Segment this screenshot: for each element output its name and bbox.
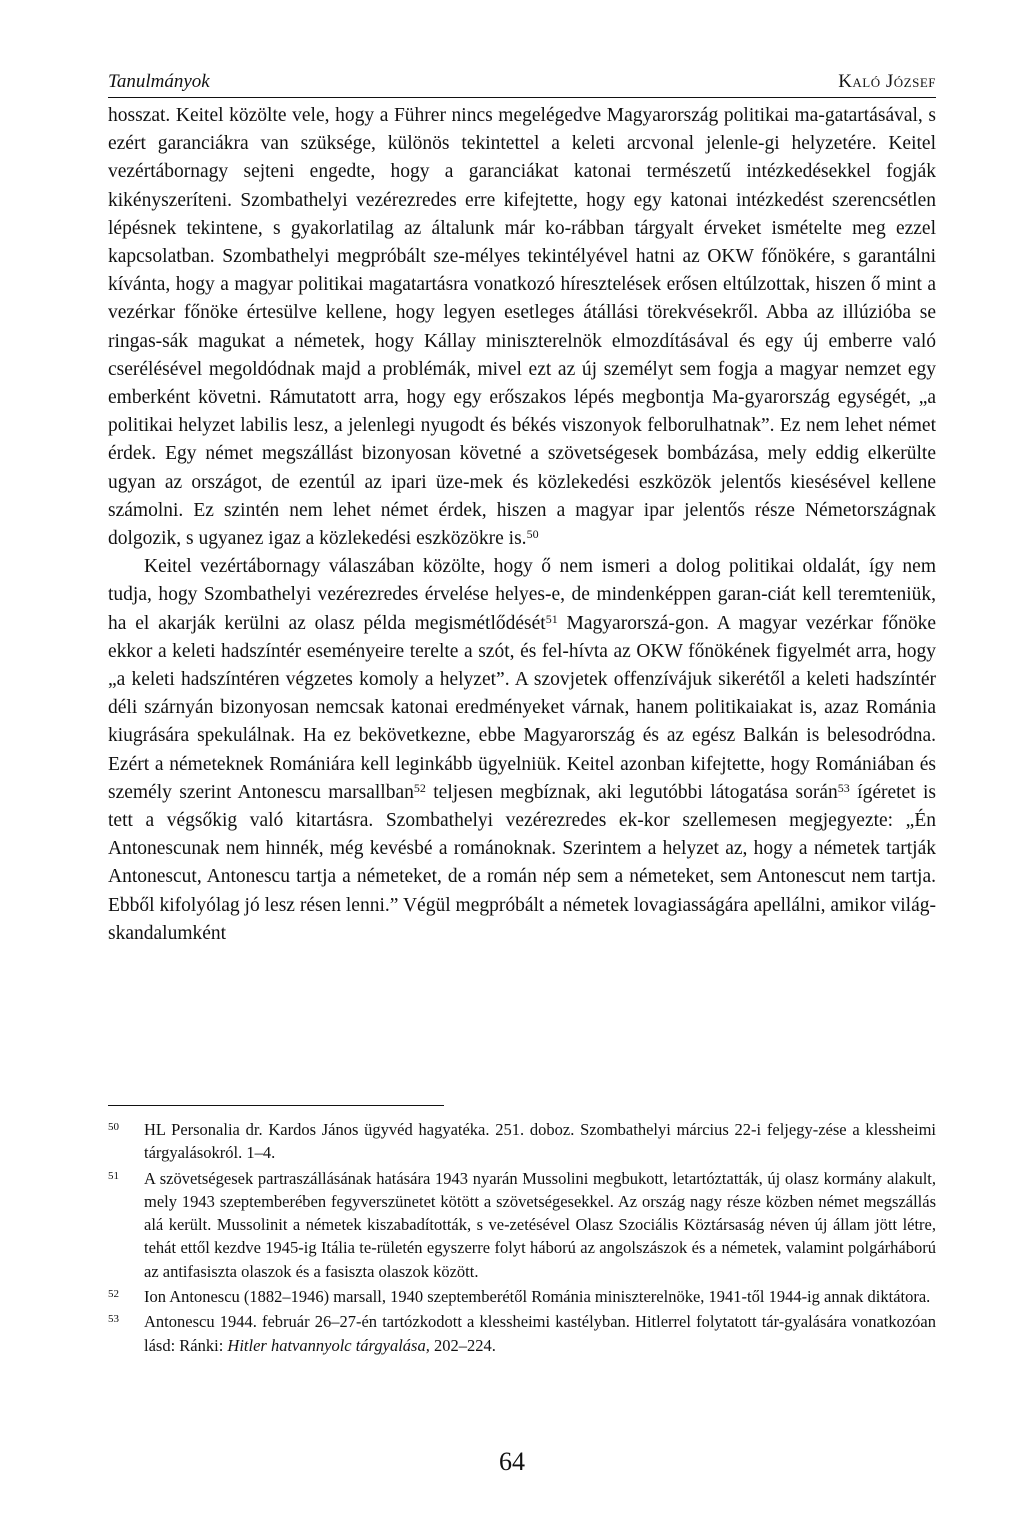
footnote-text: A szövetségesek partraszállásának hatására 1943 nyarán Mussolini megbukott, letartóztatták, új olasz kormány alakult, mely 1943 szeptemberében fegyverszünetet kötött a szövetségesekkel. Az ország nagy része közben német megszállás alá került. Mussolinit a németek kiszabadították, s ve-zetésével Olasz Szociális Köztársaság néven új állam jött létre, tehát ettől kezdve 1945-ig Itália te-rületén egyszerre folyt háború az angolszászok és a németek, valamint polgárháború az antifasiszta olaszok és a fasiszta olaszok között. xyxy=(144,1168,936,1281)
section-title: Tanulmányok xyxy=(108,71,210,92)
footnote-number: 53 xyxy=(108,1313,119,1326)
running-header xyxy=(108,70,936,98)
cited-book-title: Hitler hatvannyolc tárgyalása, xyxy=(227,1335,430,1355)
body-text xyxy=(108,102,936,948)
footnote-text-a: Antonescu 1944. február 26–27-én tartózkodott a klessheimi kastélyban. Hitlerrel folytatott tár-gyalására vonatkozóan lásd: Ránki: xyxy=(144,1312,936,1355)
footnote-number: 50 xyxy=(108,1121,119,1133)
footnote-50 xyxy=(108,1118,936,1165)
paragraph-2-text-c: teljesen megbíznak, aki legutóbbi látogatása során xyxy=(425,781,838,803)
paragraph-1 xyxy=(108,102,936,553)
footnote-51 xyxy=(108,1167,936,1283)
footnote-text: HL Personalia dr. Kardos János ügyvéd hagyatéka. 251. doboz. Szombathelyi március 22-i feljegy-zése a klessheimi tárgyalásokról. 1–4. xyxy=(144,1120,936,1163)
author-name: Kaló József xyxy=(838,71,936,92)
footnote-52 xyxy=(108,1285,936,1308)
footnote-ref-50[interactable]: 50 xyxy=(526,527,539,542)
page-number: 64 xyxy=(499,1447,525,1476)
footnote-divider xyxy=(108,1105,444,1106)
footnote-number: 52 xyxy=(108,1288,119,1301)
footnote-number: 51 xyxy=(108,1169,119,1182)
footnote-text xyxy=(144,1310,936,1357)
paragraph-2 xyxy=(108,553,936,948)
paragraph-2-text-a: Keitel vezértábornagy válaszában közölte, hogy ő nem ismeri a dolog politikai oldalát, így nem tudja, hogy Szombathelyi vezérezredes érvelése helyes-e, de mindenképpen garan-ciát kell teremteniük, ha el akarják kerülni az olasz példa megismétlődését xyxy=(108,556,936,634)
footnote-text: Ion Antonescu (1882–1946) marsall, 1940 szeptemberétől Románia miniszterelnöke, 1941-től 1944-ig annak diktátora. xyxy=(144,1287,931,1307)
paragraph-2-text-d: ígéretet is tett a végsőkig való kitartásra. Szombathelyi vezérezredes ek-kor szellemesen megjegyezte: „Én Antonescunak nem hinnék, még kevésbé a románoknak. Szerintem a helyzet az, hogy a németek tartják Antonescut, Antonescu tartja a németeket, de a román nép sem a németeket, sem Antonescut nem tartja. Ebből kifolyólag jó lesz résen lenni.” Végül megpróbált a németek lovagiasságára apellálni, amikor világ-skandalumként xyxy=(108,781,936,944)
footnote-text-b: 202–224. xyxy=(429,1335,496,1355)
paragraph-1-text: hosszat. Keitel közölte vele, hogy a Führer nincs megelégedve Magyarország politikai ma-gatartásával, s ezért garanciákra van szüksége, különös tekintettel a keleti arcvonal jelenle-gi helyzetére. Keitel vezértábornagy sejteni engedte, hogy a garanciákat katonai természetű intézkedésekkel fogják kikényszeríteni. Szombathelyi vezérezredes erre kifejtette, hogy egy katonai intézkedést szerencsétlen lépésnek tekintene, s gyakorlatilag az általunk már ko-rábban tárgyalt érveket ismételte meg ezzel kapcsolatban. Szombathelyi megpróbált sze-mélyes tekintélyével hatni az OKW főnökére, s garantálni kívánta, hogy a magyar politikai magatartásra vonatkozó híresztelések erősen eltúlzottak, hiszen ő mint a vezérkar főnöke értesülve kellene, hogy legyen esetleges átállási törekvésekről. Abba az illúzióba se ringas-sák magukat a németek, hogy Kállay miniszterelnök elmozdításával és egy új emberre való cserélésével megoldódnak majd a problémák, mivel ezt az új személyt sem fogja a magyar nemzet egy emberként követni. Rámutatott arra, hogy egy erőszakos lépés megbontja Ma-gyarország egységét, „a politikai helyzet labilis lesz, a jelenlegi nyugodt és békés viszonyok felborulhatnak”. Ez nem lehet német érdek. Egy német megszállást bizonyosan követné a szövetségesek bombázása, mely eddig elkerülte ugyan az országot, de ezentúl az ipari üze-mek és közlekedési eszközök jelentős kiesésével kellene számolni. Ez szintén nem lehet német érdek, hiszen a magyar ipar jelentős része Németországnak dolgozik, s ugyanez igaz a közlekedési eszközökre is. xyxy=(108,105,936,550)
footnote-ref-53[interactable]: 53 xyxy=(837,780,850,795)
footnote-53 xyxy=(108,1310,936,1357)
footnote-ref-51[interactable]: 51 xyxy=(545,611,558,626)
footnote-ref-52[interactable]: 52 xyxy=(413,780,426,795)
paragraph-2-text-b: Magyarorszá-gon. A magyar vezérkar főnöke ekkor a keleti hadszíntér eseményeire terelte a szót, és fel-hívta az OKW főnökének figyelmét arra, hogy „a keleti hadszíntéren végzetes komoly a helyzet”. A szovjetek offenzívájuk sikerétől a keleti hadszíntér déli szárnyán bizonyosan nemcsak katonai eredményeket várnak, hanem politikaiakat is, azaz Románia kiugrására spekulálnak. Ha ez bekövetkezne, ebbe Magyarország és az egész Balkán is belesodródna. Ezért a németeknek Romániára kell leginkább ügyelniük. Keitel azonban kifejtette, hogy Romániában és személy szerint Antonescu marsallban xyxy=(108,612,937,803)
page-content xyxy=(108,70,936,948)
footnotes xyxy=(108,1118,936,1359)
